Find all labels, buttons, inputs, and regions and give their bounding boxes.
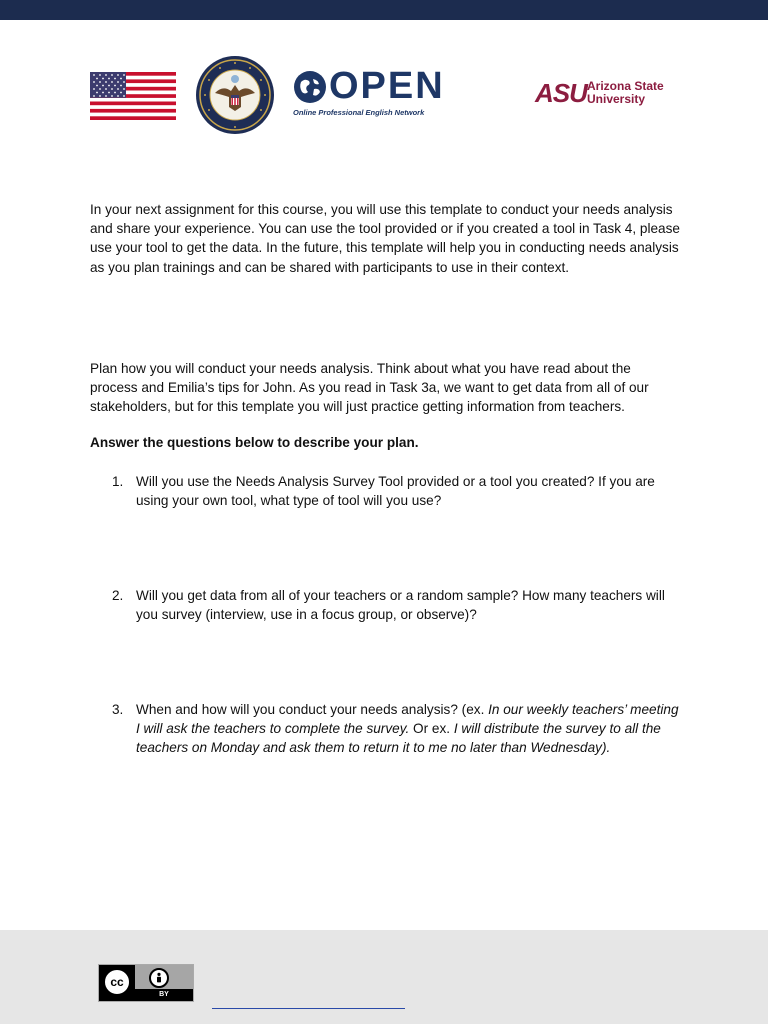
questions-heading: Answer the questions below to describe your plan. (90, 435, 419, 450)
us-flag-icon (90, 72, 176, 120)
cc-strip (135, 965, 193, 989)
question-number: 1. (112, 474, 124, 489)
question-number: 2. (112, 588, 124, 603)
asu-mark: ASU (535, 78, 587, 108)
question-number: 3. (112, 702, 124, 717)
open-logo (293, 65, 445, 122)
asu-logo (535, 78, 665, 108)
cc-circle: cc (103, 968, 131, 996)
asu-name-line2: University (587, 92, 646, 106)
by-label: BY (159, 991, 169, 998)
question-text-part: Or ex. (409, 721, 454, 737)
footer (0, 930, 768, 1024)
question-text: Will you use the Needs Analysis Survey Tool provided or a tool you created? If you are using your own tool, what type of tool will you use? (136, 474, 655, 509)
creative-commons-by-icon[interactable] (98, 964, 194, 1002)
question-text-part: When and how will you conduct your needs analysis? (ex. (136, 702, 489, 717)
question-example-1: In our weekly teachers’ meeting I will ask the teachers to complete the survey. (136, 702, 679, 737)
asu-name (587, 80, 667, 106)
intro-paragraph: In your next assignment for this course, you will use this template to conduct your needs analysis and share your experience. You can use the tool provided or if you created a tool in Task 4, please use your tool to get the data. In the future, this template will help you in conducting needs analysis as you plan trainings and can be shared with participants to use in their context. (90, 202, 680, 275)
license-link[interactable] (212, 1008, 405, 1009)
question-example-2: I will distribute the survey to all the teachers on Monday and ask them to return it to me no later than Wednesday). (136, 721, 661, 756)
open-subtitle: Online Professional English Network (293, 108, 425, 117)
question-text: Will you get data from all of your teachers or a random sample? How many teachers will you survey (interview, use in a focus group, or observe)? (136, 588, 665, 623)
plan-paragraph: Plan how you will conduct your needs analysis. Think about what you have read about the process and Emilia’s tips for John. As you read in Task 3a, we want to get data from all of our stakeholders, but for this template you will just practice getting information from teachers. (90, 361, 649, 415)
open-wordmark: OPEN (329, 65, 445, 107)
department-of-state-seal-icon (195, 55, 275, 135)
question-text (136, 700, 680, 758)
globe-icon (293, 70, 327, 104)
person-icon (149, 968, 169, 988)
asu-name-line1: Arizona State (587, 79, 664, 93)
top-bar (0, 0, 768, 20)
